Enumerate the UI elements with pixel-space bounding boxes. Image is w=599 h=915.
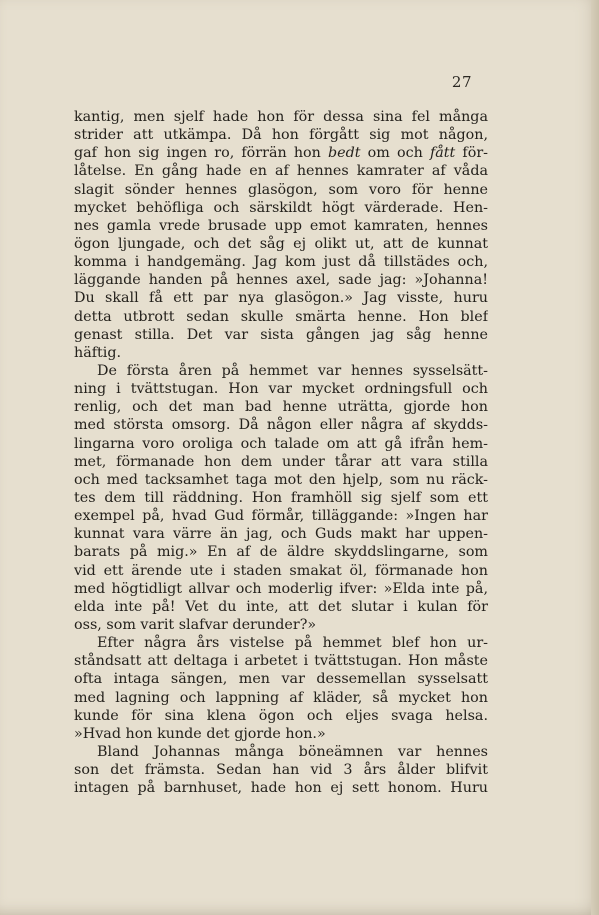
text-line: med största omsorg. Då någon eller några af skydds- bbox=[74, 417, 488, 434]
text-line: son det främsta. Sedan han vid 3 års ålder blifvit bbox=[74, 762, 488, 779]
text-line: barats på mig.» En af de äldre skyddslingarne, som bbox=[74, 544, 488, 561]
text-line: gaf hon sig ingen ro, förrän hon bedt om och fått för- bbox=[74, 145, 488, 162]
text-line: kunnat vara värre än jag, och Guds makt har uppen- bbox=[74, 526, 488, 543]
text-line: De första åren på hemmet var hennes sysselsätt- bbox=[97, 362, 488, 379]
emphasis-word: fått bbox=[429, 145, 456, 162]
text-line: mycket behöfliga och särskildt högt värderade. Hen- bbox=[74, 199, 488, 216]
text-line: ning i tvättstugan. Hon var mycket ordningsfull och bbox=[74, 381, 488, 398]
text-line: met, förmanade hon dem under tårar att vara stilla bbox=[74, 453, 488, 470]
text-line: Efter några års vistelse på hemmet blef hon ur- bbox=[97, 635, 488, 652]
text-line: tes dem till räddning. Hon framhöll sig sjelf som ett bbox=[74, 489, 488, 506]
emphasis-word: bedt bbox=[328, 145, 361, 162]
text-line: Bland Johannas många böneämnen var hennes bbox=[97, 743, 488, 760]
text-line: ståndsatt att deltaga i arbetet i tvättstugan. Hon måste bbox=[74, 653, 488, 670]
body-text bbox=[74, 108, 488, 797]
text-line: strider att utkämpa. Då hon förgått sig mot någon, bbox=[74, 127, 488, 144]
text-line: genast stilla. Det var sista gången jag såg henne bbox=[74, 326, 488, 343]
text-line: elda inte på! Vet du inte, att det slutar i kulan för bbox=[74, 598, 488, 615]
text-line: nes gamla vrede brusade upp emot kamraten, hennes bbox=[74, 217, 488, 234]
text-line: kunde för sina klena ögon och eljes svaga helsa. bbox=[74, 707, 488, 724]
text-line: slagit sönder hennes glasögon, som voro för henne bbox=[74, 181, 488, 198]
text-line: »Hvad hon kunde det gjorde hon.» bbox=[74, 725, 326, 742]
text-line: vid ett ärende ute i staden smakat öl, förmanade hon bbox=[74, 562, 488, 579]
text-line: exempel på, hvad Gud förmår, tilläggande: »Ingen har bbox=[74, 508, 488, 525]
text-line: lingarna voro oroliga och talade om att gå ifrån hem- bbox=[74, 435, 488, 452]
text-line: intagen på barnhuset, hade hon ej sett honom. Huru bbox=[74, 780, 488, 797]
text-line: läggande handen på hennes axel, sade jag: »Johanna! bbox=[74, 272, 488, 289]
text-line: kantig, men sjelf hade hon för dessa sina fel många bbox=[74, 109, 488, 125]
text-line: komma i handgemäng. Jag kom just då tillstädes och, bbox=[74, 254, 488, 271]
text-line: ögon ljungade, och det såg ej olikt ut, att de kunnat bbox=[74, 235, 488, 252]
text-line: detta utbrott sedan skulle smärta henne. Hon blef bbox=[74, 308, 488, 325]
text-line: häftig. bbox=[74, 344, 122, 361]
text-line: och med tacksamhet taga mot den hjelp, som nu räck- bbox=[74, 471, 488, 488]
page-number: 27 bbox=[451, 73, 472, 91]
text-line: med högtidligt allvar och moderlig ifver: »Elda inte på, bbox=[74, 580, 488, 597]
text-line: ofta intaga sängen, men var dessemellan sysselsatt bbox=[74, 671, 488, 688]
text-line: Du skall få ett par nya glasögon.» Jag visste, huru bbox=[74, 290, 488, 307]
text-line: med lagning och lappning af kläder, så mycket hon bbox=[74, 689, 488, 706]
text-line: oss, som varit slafvar derunder?» bbox=[74, 616, 317, 633]
text-line: renlig, och det man bad henne uträtta, gjorde hon bbox=[74, 399, 488, 416]
page-edge-shadow bbox=[591, 0, 599, 915]
text-line: låtelse. En gång hade en af hennes kamrater af våda bbox=[74, 163, 488, 180]
